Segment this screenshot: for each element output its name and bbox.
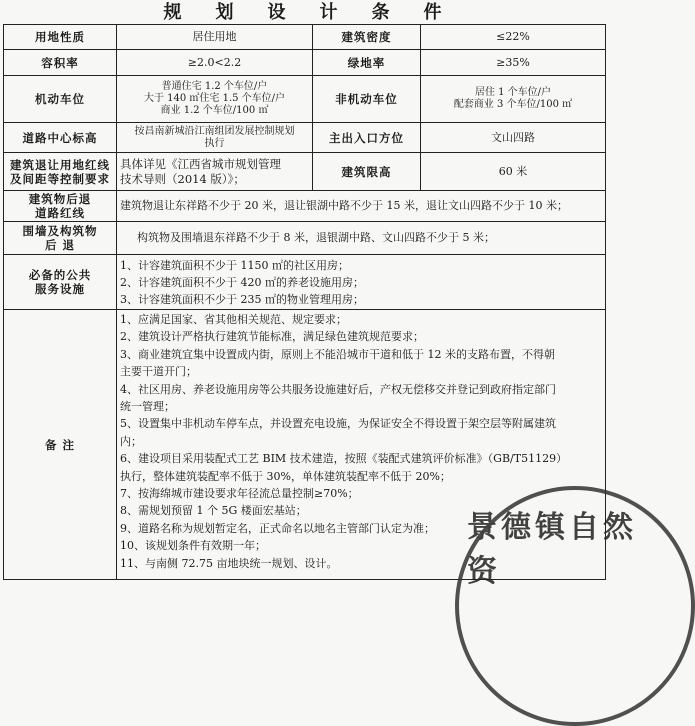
notes-label: 备 注 — [4, 310, 117, 580]
road-value — [117, 123, 313, 153]
row-far — [4, 50, 606, 76]
motor-label: 机动车位 — [4, 76, 117, 123]
motor-value — [117, 76, 313, 123]
nonmotor-value — [421, 76, 606, 123]
note-line: 9、道路名称为规划暂定名，正式命名以地名主管部门认定为准； — [120, 521, 435, 535]
density-value: ≤22% — [421, 25, 606, 50]
bldg-retreat-label-line: 建筑物后退 — [28, 192, 92, 206]
note-line: 11、与南侧 72.75 亩地块统一规划、设计。 — [120, 556, 338, 570]
entrance-value: 文山四路 — [421, 123, 606, 153]
facility-label-line: 必备的公共 — [28, 268, 92, 282]
setback-line: 具体详见《江西省城市规划管理 — [120, 156, 281, 171]
motor-line: 普通住宅 1.2 个车位/户 — [161, 81, 268, 92]
road-label: 道路中心标高 — [4, 123, 117, 153]
height-value: 60 米 — [421, 153, 606, 191]
facility-line: 3、计容建筑面积不少于 235 ㎡的物业管理用房； — [120, 292, 364, 306]
row-setback — [4, 153, 606, 191]
facility-value — [117, 255, 606, 310]
facility-label — [4, 255, 117, 310]
setback-label-line: 及间距等控制要求 — [10, 171, 110, 186]
row-road — [4, 123, 606, 153]
far-value: ≥2.0<2.2 — [117, 50, 313, 76]
note-line: 主要干道开门； — [120, 365, 197, 379]
note-line: 7、按海绵城市建设要求年径流总量控制≥70%； — [120, 487, 359, 501]
road-line: 按昌南新城沿江南组团发展控制规划 — [134, 125, 295, 137]
motor-line: 大于 140 ㎡住宅 1.5 个车位/户 — [143, 93, 286, 104]
bldg-retreat-label-line: 道路红线 — [35, 206, 85, 220]
note-line: 8、需规划预留 1 个 5G 楼面宏基站； — [120, 504, 307, 518]
conditions-table-wrapper — [3, 24, 605, 570]
wall-retreat-label-line: 围墙及构筑物 — [22, 224, 98, 238]
page-title: 规划设计条件 — [163, 2, 476, 23]
note-line: 5、设置集中非机动车停车点，并设置充电设施，为保证安全不得设置于架空层等附属建筑 — [120, 417, 556, 431]
row-wall-retreat — [4, 222, 606, 255]
bldg-retreat-value: 建筑物退让东祥路不少于 20 米，退让银湖中路不少于 15 米，退让文山四路不少于 10 米； — [117, 191, 606, 222]
note-line: 3、商业建筑宜集中设置成内街，原则上不能沿城市干道和低于 12 米的支路布置，不得朝 — [120, 347, 555, 361]
density-label: 建筑密度 — [313, 25, 421, 50]
row-facility — [4, 255, 606, 310]
note-line: 内； — [120, 434, 142, 448]
facility-line: 2、计容建筑面积不少于 420 ㎡的养老设施用房； — [120, 275, 364, 289]
nonmotor-line: 居住 1 个车位/户 — [474, 87, 552, 98]
setback-label-line: 建筑退让用地红线 — [10, 157, 110, 172]
nonmotor-label: 非机动车位 — [313, 76, 421, 123]
row-land-use — [4, 25, 606, 50]
note-line: 4、社区用房、养老设施用房等公共服务设施建好后，产权无偿移交并登记到政府指定部门 — [120, 382, 556, 396]
land-use-label: 用地性质 — [4, 25, 117, 50]
seal-text: 景德镇自然资 — [467, 510, 637, 589]
setback-value — [117, 153, 313, 191]
setback-line: 技术导则（2014 版）》； — [120, 171, 245, 186]
wall-retreat-label — [4, 222, 117, 255]
nonmotor-line: 配套商业 3 个车位/100 ㎡ — [453, 99, 573, 110]
setback-label — [4, 153, 117, 191]
green-label: 绿地率 — [313, 50, 421, 76]
height-label: 建筑限高 — [313, 153, 421, 191]
green-value: ≥35% — [421, 50, 606, 76]
wall-retreat-label-line: 后 退 — [44, 238, 75, 252]
note-line: 统一管理； — [120, 400, 175, 414]
note-line: 6、建设项目采用装配式工艺 BIM 技术建造，按照《装配式建筑评价标准》（GB/T51129） — [120, 452, 568, 466]
note-line: 1、应满足国家、省其他相关规范、规定要求； — [120, 313, 347, 326]
facility-line: 1、计容建筑面积不少于 1150 ㎡的社区用房； — [120, 258, 349, 272]
row-parking — [4, 76, 606, 123]
road-line: 执行 — [204, 137, 225, 149]
entrance-label: 主出入口方位 — [313, 123, 421, 153]
conditions-table — [3, 24, 606, 580]
land-use-value: 居住用地 — [117, 25, 313, 50]
note-line: 执行，整体建筑装配率不低于 30%，单体建筑装配率不低于 20%； — [120, 469, 451, 483]
far-label: 容积率 — [4, 50, 117, 76]
wall-retreat-value: 构筑物及围墙退东祥路不少于 8 米，退银湖中路、文山四路不少于 5 米； — [117, 222, 606, 255]
note-line: 10、该规划条件有效期一年； — [120, 539, 266, 553]
note-line: 2、建筑设计严格执行建筑节能标准，满足绿色建筑规范要求； — [120, 330, 424, 344]
bldg-retreat-label — [4, 191, 117, 222]
facility-label-line: 服务设施 — [35, 282, 85, 296]
row-notes — [4, 310, 606, 580]
notes-value — [117, 310, 606, 580]
row-bldg-retreat — [4, 191, 606, 222]
motor-line: 商业 1.2 个车位/100 ㎡ — [160, 105, 269, 116]
